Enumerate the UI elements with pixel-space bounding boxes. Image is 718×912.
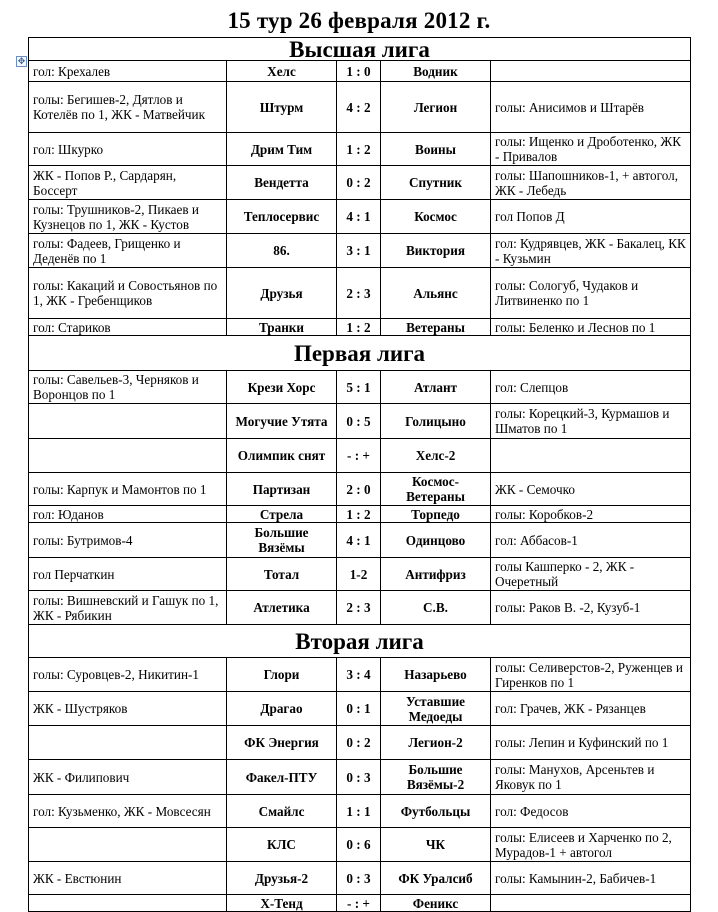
home-scorers (29, 828, 227, 862)
results-table (28, 37, 691, 912)
home-scorers (29, 404, 227, 439)
home-team: Глори (227, 658, 337, 692)
match-score: - : + (337, 895, 381, 912)
away-team: Одинцово (381, 523, 491, 558)
home-scorers: голы: Какаций и Совостьянов по 1, ЖК - Гребенщиков (29, 268, 227, 319)
home-scorers: гол: Крехалев (29, 61, 227, 82)
away-scorers: голы: Лепин и Куфинский по 1 (491, 726, 691, 760)
away-scorers (491, 61, 691, 82)
away-team: Воины (381, 133, 491, 166)
home-team: Штурм (227, 82, 337, 133)
home-team: КЛС (227, 828, 337, 862)
match-score: - : + (337, 439, 381, 473)
away-team: Феникс (381, 895, 491, 912)
match-row (29, 61, 691, 82)
home-team: Драгао (227, 692, 337, 726)
match-row (29, 82, 691, 133)
match-row (29, 319, 691, 336)
match-score: 2 : 3 (337, 591, 381, 625)
away-team: Спутник (381, 166, 491, 200)
match-row (29, 726, 691, 760)
match-row (29, 234, 691, 268)
match-row (29, 658, 691, 692)
home-team: Дрим Тим (227, 133, 337, 166)
home-team: Стрела (227, 506, 337, 523)
match-row (29, 371, 691, 404)
match-score: 1 : 0 (337, 61, 381, 82)
match-row (29, 895, 691, 912)
match-score: 4 : 2 (337, 82, 381, 133)
home-team: Олимпик снят (227, 439, 337, 473)
home-scorers: голы: Бутримов-4 (29, 523, 227, 558)
away-scorers (491, 439, 691, 473)
home-scorers: ЖК - Евстюнин (29, 862, 227, 895)
home-scorers: гол: Юданов (29, 506, 227, 523)
match-row (29, 506, 691, 523)
home-scorers: гол: Стариков (29, 319, 227, 336)
match-score: 1 : 1 (337, 795, 381, 828)
match-row (29, 133, 691, 166)
away-scorers: голы Кашперко - 2, ЖК - Очеретный (491, 558, 691, 591)
away-scorers: голы: Манухов, Арсеньтев и Яковук по 1 (491, 760, 691, 795)
match-row (29, 200, 691, 234)
away-team: Легион (381, 82, 491, 133)
match-row (29, 523, 691, 558)
away-team: Антифриз (381, 558, 491, 591)
away-scorers: голы: Сологуб, Чудаков и Литвиненко по 1 (491, 268, 691, 319)
away-scorers: голы: Раков В. -2, Кузуб-1 (491, 591, 691, 625)
match-score: 0 : 2 (337, 726, 381, 760)
away-team: Водник (381, 61, 491, 82)
home-team: Атлетика (227, 591, 337, 625)
away-scorers: гол: Грачев, ЖК - Рязанцев (491, 692, 691, 726)
away-team: Атлант (381, 371, 491, 404)
away-scorers: голы: Ищенко и Дроботенко, ЖК - Привалов (491, 133, 691, 166)
league-name: Вторая лига (29, 625, 691, 658)
home-scorers: голы: Бегишев-2, Дятлов и Котелёв по 1, ЖК - Матвейчик (29, 82, 227, 133)
match-score: 0 : 6 (337, 828, 381, 862)
away-scorers: голы: Елисеев и Харченко по 2, Мурадов-1 + автогол (491, 828, 691, 862)
league-header-row (29, 336, 691, 371)
away-team: Хелс-2 (381, 439, 491, 473)
away-team: С.В. (381, 591, 491, 625)
home-team: Крези Хорс (227, 371, 337, 404)
page-title: 15 тур 26 февраля 2012 г. (227, 8, 491, 33)
match-score: 1 : 2 (337, 319, 381, 336)
home-scorers: голы: Савельев-3, Черняков и Воронцов по 1 (29, 371, 227, 404)
home-scorers (29, 726, 227, 760)
away-team: Футбольцы (381, 795, 491, 828)
away-team: Большие Вязёмы-2 (381, 760, 491, 795)
away-scorers: голы: Селиверстов-2, Руженцев и Гиренков по 1 (491, 658, 691, 692)
home-scorers: голы: Суровцев-2, Никитин-1 (29, 658, 227, 692)
match-score: 0 : 3 (337, 862, 381, 895)
away-team: Космос (381, 200, 491, 234)
home-team: Хелс (227, 61, 337, 82)
away-scorers (491, 895, 691, 912)
league-header-row (29, 625, 691, 658)
match-score: 5 : 1 (337, 371, 381, 404)
away-team: Космос-Ветераны (381, 473, 491, 506)
league-name: Высшая лига (29, 38, 691, 61)
home-scorers: голы: Фадеев, Грищенко и Деденёв по 1 (29, 234, 227, 268)
home-scorers: ЖК - Шустряков (29, 692, 227, 726)
away-team: Голицыно (381, 404, 491, 439)
match-score: 0 : 3 (337, 760, 381, 795)
league-name: Первая лига (29, 336, 691, 371)
away-scorers: голы: Камынин-2, Бабичев-1 (491, 862, 691, 895)
home-scorers: голы: Трушников-2, Пикаев и Кузнецов по 1, ЖК - Кустов (29, 200, 227, 234)
home-scorers: голы: Вишневский и Гашук по 1, ЖК - Рябикин (29, 591, 227, 625)
match-score: 0 : 5 (337, 404, 381, 439)
away-scorers: гол Попов Д (491, 200, 691, 234)
home-team: Друзья (227, 268, 337, 319)
home-scorers (29, 895, 227, 912)
match-score: 1 : 2 (337, 133, 381, 166)
home-scorers (29, 439, 227, 473)
away-team: Назарьево (381, 658, 491, 692)
move-cross-icon[interactable]: ✥ (17, 56, 26, 66)
away-scorers: голы: Беленко и Леснов по 1 (491, 319, 691, 336)
away-scorers: ЖК - Семочко (491, 473, 691, 506)
match-score: 0 : 1 (337, 692, 381, 726)
away-scorers: гол: Аббасов-1 (491, 523, 691, 558)
match-row (29, 591, 691, 625)
away-team: Торпедо (381, 506, 491, 523)
match-row (29, 558, 691, 591)
home-team: Смайлс (227, 795, 337, 828)
away-team: ФК Уралсиб (381, 862, 491, 895)
away-team: Альянс (381, 268, 491, 319)
home-team: Могучие Утята (227, 404, 337, 439)
away-team: Легион-2 (381, 726, 491, 760)
home-team: Вендетта (227, 166, 337, 200)
match-row (29, 795, 691, 828)
match-row (29, 473, 691, 506)
match-row (29, 862, 691, 895)
away-team: ЧК (381, 828, 491, 862)
home-scorers: ЖК - Филипович (29, 760, 227, 795)
home-team: ФК Энергия (227, 726, 337, 760)
away-scorers: голы: Корецкий-3, Курмашов и Шматов по 1 (491, 404, 691, 439)
match-score: 4 : 1 (337, 200, 381, 234)
home-team: Тотал (227, 558, 337, 591)
home-team: Факел-ПТУ (227, 760, 337, 795)
match-score: 3 : 1 (337, 234, 381, 268)
home-team: Теплосервис (227, 200, 337, 234)
home-scorers: голы: Карпук и Мамонтов по 1 (29, 473, 227, 506)
match-row (29, 439, 691, 473)
match-score: 2 : 0 (337, 473, 381, 506)
league-header-row (29, 38, 691, 61)
match-score: 4 : 1 (337, 523, 381, 558)
match-row (29, 404, 691, 439)
away-scorers: голы: Шапошников-1, + автогол, ЖК - Лебедь (491, 166, 691, 200)
match-row (29, 760, 691, 795)
match-row (29, 166, 691, 200)
home-team: 86. (227, 234, 337, 268)
match-score: 0 : 2 (337, 166, 381, 200)
match-score: 3 : 4 (337, 658, 381, 692)
match-score: 1 : 2 (337, 506, 381, 523)
home-team: Х-Тенд (227, 895, 337, 912)
away-scorers: гол: Слепцов (491, 371, 691, 404)
match-row (29, 692, 691, 726)
home-team: Транки (227, 319, 337, 336)
home-team: Партизан (227, 473, 337, 506)
home-scorers: гол Перчаткин (29, 558, 227, 591)
home-team: Большие Вязёмы (227, 523, 337, 558)
away-scorers: гол: Федосов (491, 795, 691, 828)
home-scorers: ЖК - Попов Р., Сардарян, Боссерт (29, 166, 227, 200)
away-team: Виктория (381, 234, 491, 268)
away-team: Уставшие Медоеды (381, 692, 491, 726)
match-row (29, 828, 691, 862)
match-score: 1-2 (337, 558, 381, 591)
away-scorers: голы: Коробков-2 (491, 506, 691, 523)
match-score: 2 : 3 (337, 268, 381, 319)
home-scorers: гол: Кузьменко, ЖК - Мовсесян (29, 795, 227, 828)
away-team: Ветераны (381, 319, 491, 336)
away-scorers: голы: Анисимов и Штарёв (491, 82, 691, 133)
away-scorers: гол: Кудрявцев, ЖК - Бакалец, КК - Кузьмин (491, 234, 691, 268)
home-scorers: гол: Шкурко (29, 133, 227, 166)
home-team: Друзья-2 (227, 862, 337, 895)
match-row (29, 268, 691, 319)
